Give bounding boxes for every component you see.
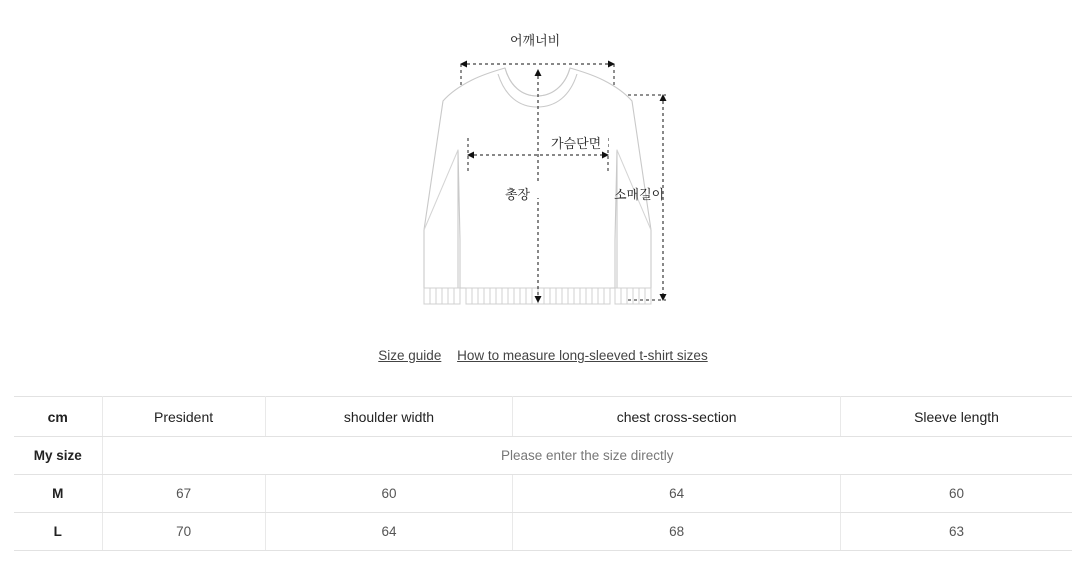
column-header-sleeve-length: Sleeve length — [840, 397, 1072, 437]
cell-m-president: 67 — [102, 475, 265, 513]
cell-m-sleeve-length: 60 — [840, 475, 1072, 513]
label-total-length: 총장 — [505, 188, 531, 203]
row-header-size-m: M — [14, 475, 102, 513]
table-row — [14, 475, 1072, 513]
column-header-president: President — [102, 397, 265, 437]
cell-l-sleeve-length: 63 — [840, 513, 1072, 551]
cell-l-shoulder-width: 64 — [265, 513, 513, 551]
label-shoulder-width: 어깨너비 — [510, 34, 561, 49]
how-to-measure-link[interactable]: How to measure long-sleeved t-shirt sizes — [457, 348, 708, 363]
column-header-shoulder-width: shoulder width — [265, 397, 513, 437]
cell-l-chest-cross-section: 68 — [513, 513, 841, 551]
label-sleeve-length: 소매길이 — [614, 188, 665, 203]
my-size-input-prompt[interactable]: Please enter the size directly — [102, 437, 1072, 475]
cell-l-president: 70 — [102, 513, 265, 551]
column-header-chest-cross-section: chest cross-section — [513, 397, 841, 437]
table-header-row — [14, 397, 1072, 437]
table-row-my-size — [14, 437, 1072, 475]
size-guide-link[interactable]: Size guide — [378, 348, 442, 363]
column-header-unit: cm — [14, 397, 102, 437]
label-chest-cross-section: 가슴단면 — [551, 137, 602, 152]
table-row — [14, 513, 1072, 551]
cell-m-chest-cross-section: 64 — [513, 475, 841, 513]
row-header-my-size: My size — [14, 437, 102, 475]
cell-m-shoulder-width: 60 — [265, 475, 513, 513]
guide-links — [0, 348, 1086, 363]
row-header-size-l: L — [14, 513, 102, 551]
size-table — [14, 396, 1072, 551]
